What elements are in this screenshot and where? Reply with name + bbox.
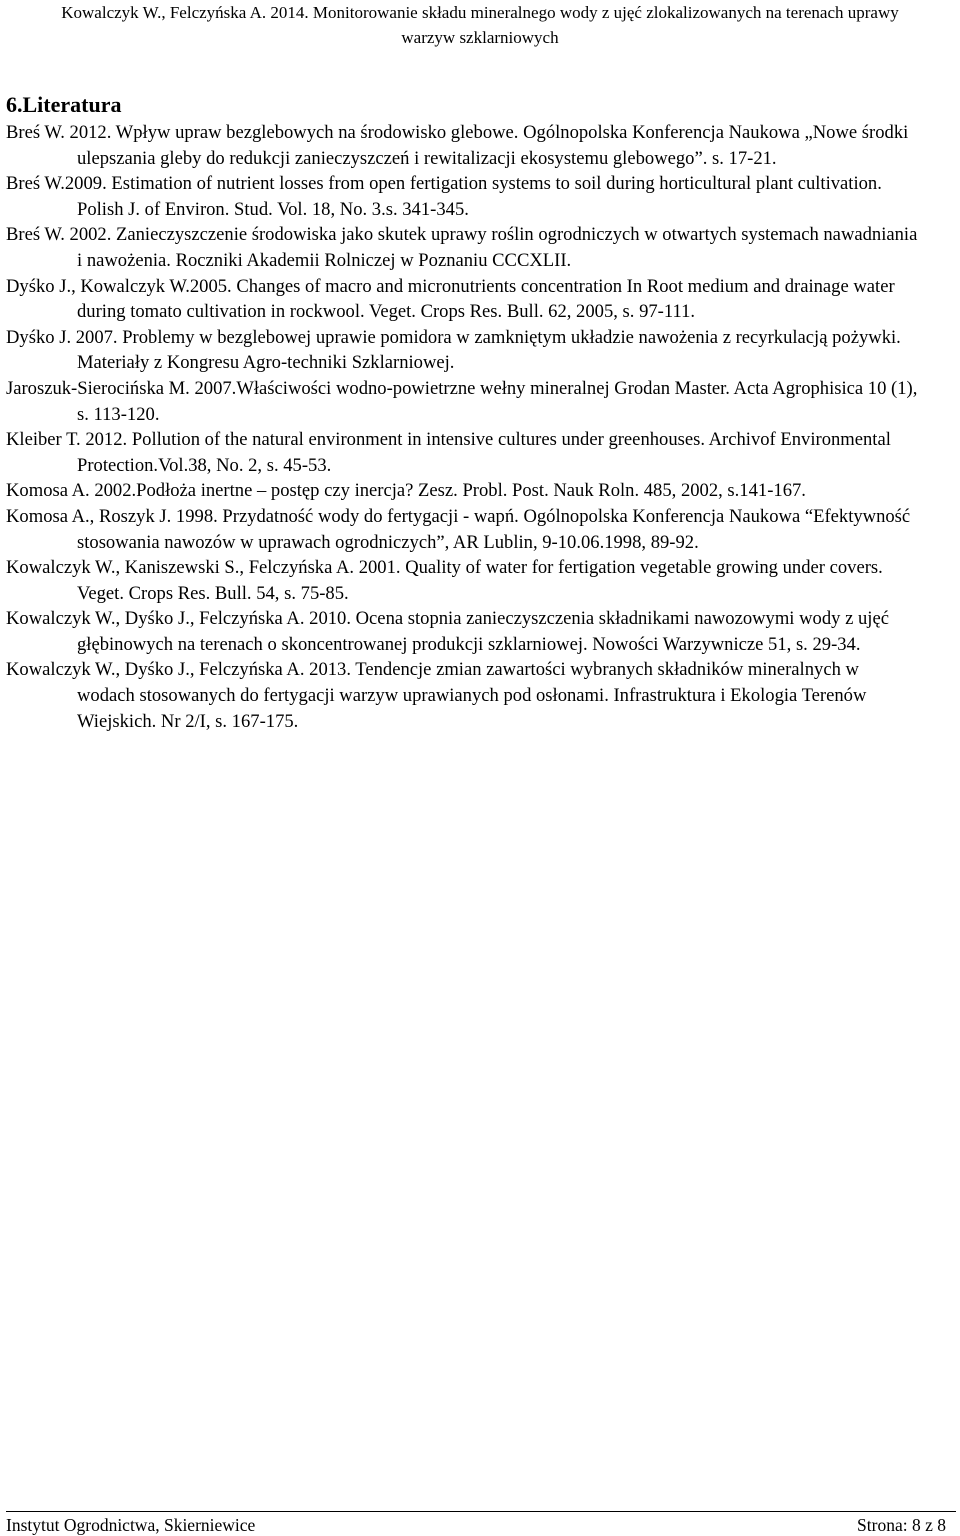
reference-item: Komosa A., Roszyk J. 1998. Przydatność wody do fertygacji - wapń. Ogólnopolska Konferencja Naukowa “Efektywność stosowania nawozów w uprawach ogrodniczych”, AR Lublin, 9-10.06.1998, 89-92. <box>6 505 911 553</box>
reference-item: Breś W.2009. Estimation of nutrient losses from open fertigation systems to soil during horticultural plant cultivation. Polish J. of Environ. Stud. Vol. 18, No. 3.s. 341-345. <box>6 173 882 220</box>
reference-list <box>6 120 918 734</box>
running-header-line-2: warzyw szklarniowych <box>401 28 559 47</box>
footer-divider <box>6 1511 956 1512</box>
section-title: 6.Literatura <box>6 92 122 117</box>
reference-item: Dyśko J., Kowalczyk W.2005. Changes of macro and micronutrients concentration In Root medium and drainage water during tomato cultivation in rockwool. Veget. Crops Res. Bull. 62, 2005, s. 97-111. <box>6 275 895 323</box>
reference-item: Breś W. 2002. Zanieczyszczenie środowiska jako skutek uprawy roślin ogrodniczych w otwartych systemach nawadniania i nawożenia. Roczniki Akademii Rolniczej w Poznaniu CCCXLII. <box>6 224 918 271</box>
running-header <box>0 0 960 50</box>
reference-item: Kowalczyk W., Dyśko J., Felczyńska A. 2010. Ocena stopnia zanieczyszczenia składnikami nawozowymi wody z ujęć głębinowych na terenach o skoncentrowanej produkcji szklarniowej. Nowości Warzywnicze 51, s. 29-34. <box>6 608 889 655</box>
reference-item: Kowalczyk W., Dyśko J., Felczyńska A. 2013. Tendencje zmian zawartości wybranych składników mineralnych w wodach stosowanych do fertygacji warzyw uprawianych pod osłonami. Infrastruktura i Ekologia Terenów Wiejskich. Nr 2/I, s. 167-175. <box>6 659 867 732</box>
reference-item: Kleiber T. 2012. Pollution of the natural environment in intensive cultures under greenhouses. Archivof Environmental Protection.Vol.38, No. 2, s. 45-53. <box>6 429 891 476</box>
reference-item: Breś W. 2012. Wpływ upraw bezglebowych na środowisko glebowe. Ogólnopolska Konferencja Naukowa „Nowe środki ulepszania gleby do redukcji zanieczyszczeń i rewitalizacji ekosystemu glebowego”. s. 17-21. <box>6 122 909 169</box>
reference-item: Komosa A. 2002.Podłoża inertne – postęp czy inercja? Zesz. Probl. Post. Nauk Roln. 485, 2002, s.141-167. <box>6 480 806 502</box>
reference-item: Jaroszuk-Sierocińska M. 2007.Właściwości wodno-powietrzne wełny mineralnej Grodan Master. Acta Agrophisica 10 (1), s. 113-120. <box>6 377 918 425</box>
reference-item: Dyśko J. 2007. Problemy w bezglebowej uprawie pomidora w zamkniętym układzie nawożenia z recyrkulacją pożywki. Materiały z Kongresu Agro-techniki Szklarniowej. <box>6 326 901 374</box>
running-header-line-1: Kowalczyk W., Felczyńska A. 2014. Monitorowanie składu mineralnego wody z ujęć zlokalizowanych na terenach uprawy <box>61 3 899 22</box>
reference-item: Kowalczyk W., Kaniszewski S., Felczyńska A. 2001. Quality of water for fertigation vegetable growing under covers. Veget. Crops Res. Bull. 54, s. 75-85. <box>6 557 883 604</box>
footer-page-number: Strona: 8 z 8 <box>857 1515 946 1535</box>
footer-institute: Instytut Ogrodnictwa, Skierniewice <box>6 1515 256 1535</box>
